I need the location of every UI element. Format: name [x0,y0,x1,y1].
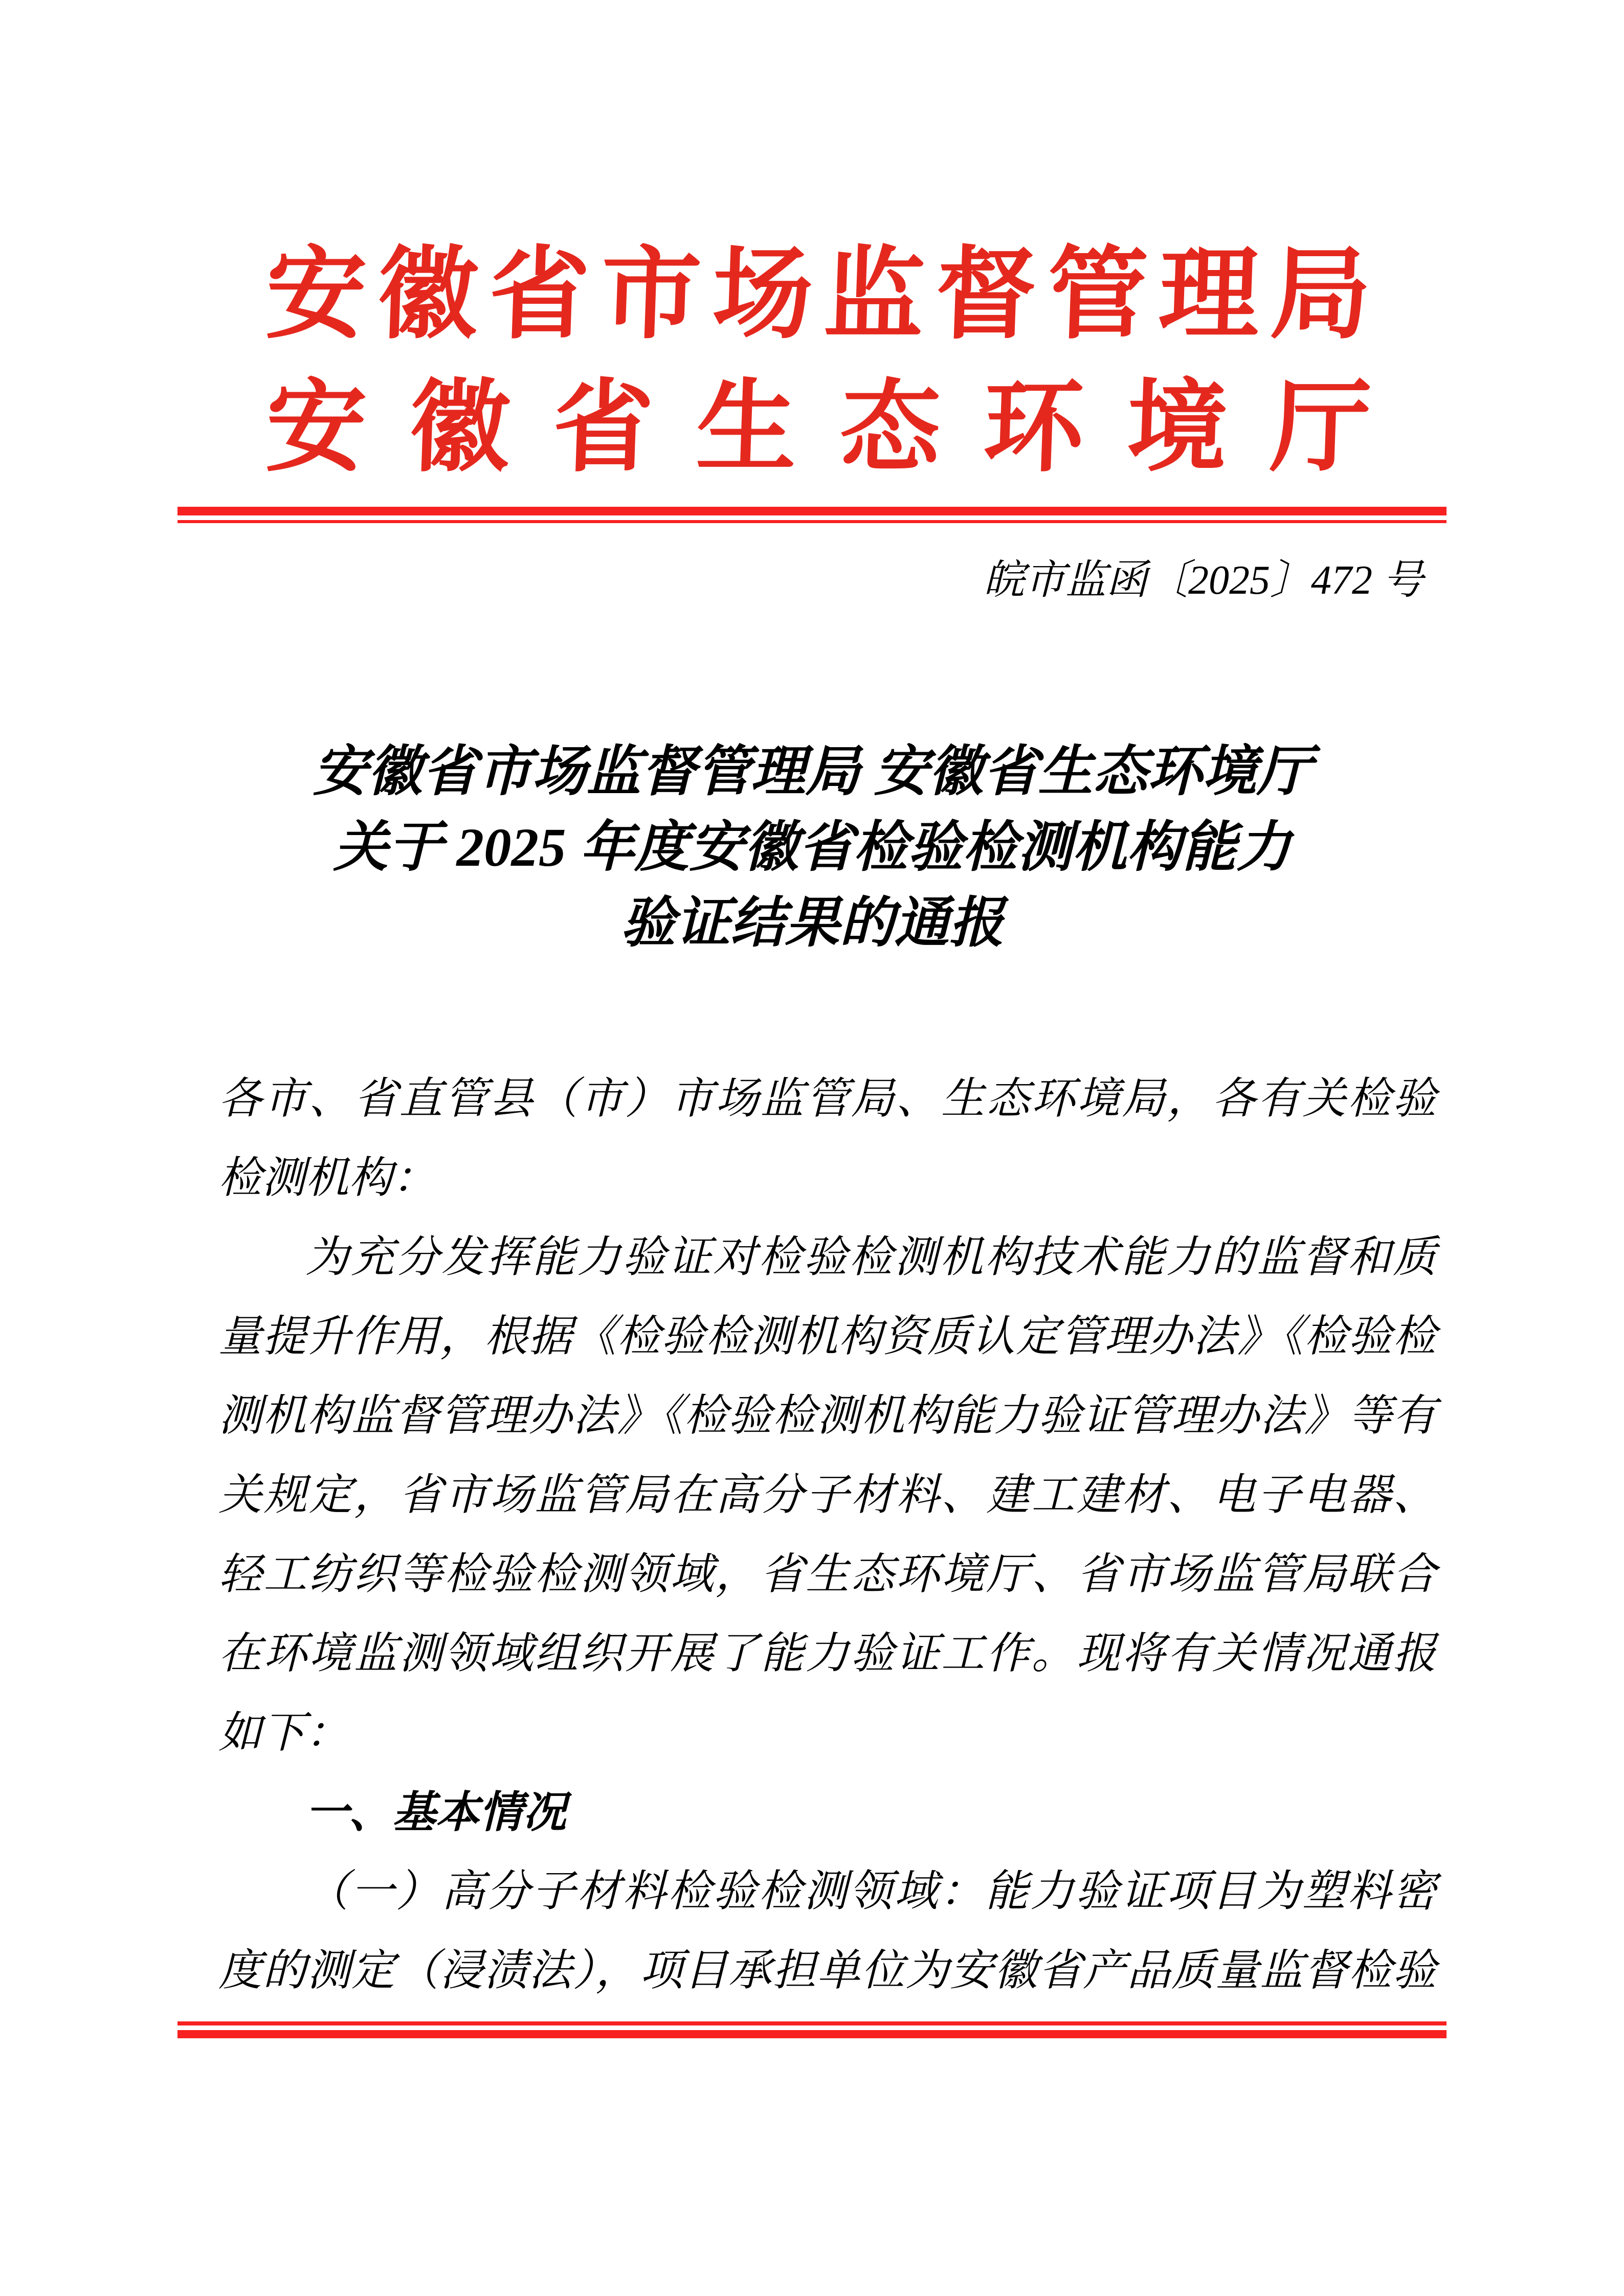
header-divider-thick [177,507,1447,515]
salutation-line-2: 检测机构： [218,1154,436,1202]
body-line-8: 在环境监测领域组织开展了能力验证工作。现将有关情况通报 [218,1630,1436,1678]
body-line-11: （一）高分子材料检验检测领域：能力验证项目为塑料密 [305,1867,1436,1916]
body-line-6: 关规定，省市场监管局在高分子材料、建工建材、电子电器、 [218,1471,1436,1519]
body-line-3: 为充分发挥能力验证对检验检测机构技术能力的监督和质 [305,1233,1436,1281]
document-title [203,734,1422,961]
body-line-5: 测机构监督管理办法》《检验检测机构能力验证管理办法》等有 [218,1392,1436,1440]
salutation-line-1: 各市、省直管县（市）市场监管局、生态环境局，各有关检验 [218,1075,1436,1123]
body-line-4: 量提升作用，根据《检验检测机构资质认定管理办法》《检验检 [218,1313,1436,1361]
doc-number: 皖市监函〔2025〕472 号 [984,558,1423,603]
letterhead [266,229,1371,495]
header-divider-thin [177,520,1447,523]
section-heading: 一、基本情况 [305,1788,567,1837]
body-line-7: 轻工纺织等检验检测领域，省生态环境厅、省市场监管局联合 [218,1550,1436,1599]
body-line-9: 如下： [218,1709,349,1757]
footer-divider-thick [177,2030,1447,2038]
agency-name-line-2: 安徽省生态环境厅 [264,373,1373,484]
body-text [218,1060,1436,2011]
title-line-3: 验证结果的通报 [620,893,1004,954]
agency-name-line-1: 安徽省市场监督管理局 [264,240,1373,351]
title-line-1: 安徽省市场监督管理局 安徽省生态环境厅 [313,742,1312,802]
footer-divider-thin [177,2021,1447,2025]
body-line-12: 度的测定（浸渍法），项目承担单位为安徽省产品质量监督检验 [218,1947,1436,1995]
title-line-2: 关于 2025 年度安徽省检验检测机构能力 [333,818,1292,878]
